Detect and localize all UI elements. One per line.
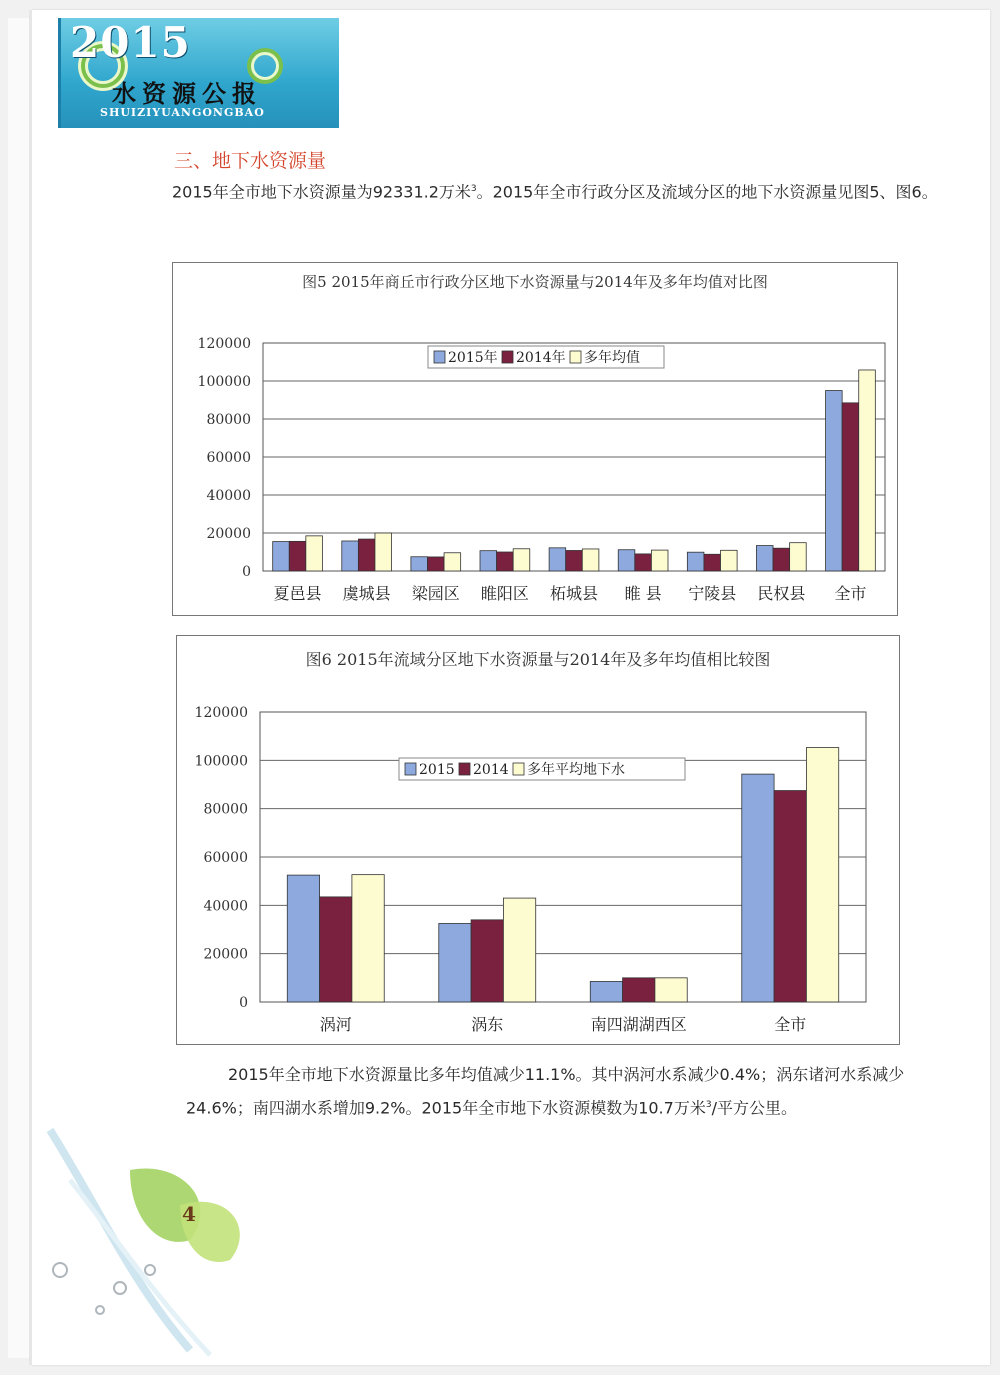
legend-swatch xyxy=(502,351,513,363)
x-category-label: 柘城县 xyxy=(549,584,599,603)
legend-label: 2014年 xyxy=(516,350,566,366)
bar-1-6 xyxy=(704,554,721,571)
x-category-label: 涡河 xyxy=(319,1015,352,1034)
legend-swatch xyxy=(570,351,581,363)
chart-title: 图6 2015年流域分区地下水资源量与2014年及多年均值相比较图 xyxy=(305,650,771,669)
bar-0-1 xyxy=(342,541,359,571)
bar-0-2 xyxy=(590,981,622,1002)
intro-paragraph xyxy=(130,174,960,207)
bar-1-8 xyxy=(842,403,859,571)
x-category-label: 梁园区 xyxy=(411,584,460,603)
intro-text-a: 2015年全市地下水资源量为92331.2万米 xyxy=(172,182,471,202)
bar-1-7 xyxy=(773,548,790,571)
chart-svg xyxy=(173,263,897,615)
header-title: 水资源公报 xyxy=(112,79,262,108)
bar-0-4 xyxy=(549,548,566,571)
section-title: 三、地下水资源量 xyxy=(174,150,327,172)
legend-label: 2015 xyxy=(419,762,455,778)
summary-text-a: 2015年全市地下水资源量比多年均值减少11.1%。其中涡河水系减少0.4%；涡东诸河水系减少24.6%；南四湖水系增加9.2%。2015年全市地下水资源模数为10.7万米 xyxy=(186,1065,905,1118)
summary-sup: 3 xyxy=(705,1100,712,1110)
bar-1-0 xyxy=(320,897,352,1002)
page-number: 4 xyxy=(182,1202,196,1226)
chart-title: 图5 2015年商丘市行政分区地下水资源量与2014年及多年均值对比图 xyxy=(302,273,768,291)
bar-2-1 xyxy=(503,898,535,1002)
y-tick-label: 120000 xyxy=(194,705,248,721)
x-category-label: 涡东 xyxy=(471,1015,504,1034)
y-tick-label: 40000 xyxy=(203,898,248,915)
bar-2-0 xyxy=(352,875,384,1002)
bar-1-4 xyxy=(566,550,583,571)
legend-swatch xyxy=(434,351,445,363)
x-category-label: 睢阳区 xyxy=(480,584,529,603)
y-tick-label: 80000 xyxy=(203,801,248,818)
y-tick-label: 0 xyxy=(239,995,248,1011)
bar-0-6 xyxy=(687,552,704,571)
bar-2-3 xyxy=(806,748,838,1002)
bar-2-0 xyxy=(306,536,323,571)
figure-6-chart xyxy=(176,635,900,1045)
leaf-water-decoration-icon xyxy=(40,1120,260,1360)
x-category-label: 南四湖湖西区 xyxy=(590,1015,687,1034)
bar-0-3 xyxy=(480,551,497,571)
legend-label: 2015年 xyxy=(448,350,498,366)
bar-1-3 xyxy=(774,791,806,1002)
legend-swatch xyxy=(459,763,470,775)
bar-1-2 xyxy=(427,557,444,571)
x-category-label: 全市 xyxy=(774,1015,807,1034)
bar-2-8 xyxy=(859,370,876,571)
summary-paragraph xyxy=(186,1060,926,1123)
x-category-label: 宁陵县 xyxy=(688,584,737,603)
y-tick-label: 100000 xyxy=(194,753,248,770)
y-tick-label: 60000 xyxy=(203,850,248,866)
legend-label: 多年平均地下水 xyxy=(527,762,625,778)
bar-2-5 xyxy=(651,550,668,571)
x-category-label: 虞城县 xyxy=(342,584,391,603)
intro-sup: 3 xyxy=(470,184,477,194)
bar-0-3 xyxy=(742,774,774,1002)
legend-label: 2014 xyxy=(473,762,509,778)
y-tick-label: 80000 xyxy=(206,412,251,428)
bar-2-3 xyxy=(513,549,530,571)
bar-1-2 xyxy=(623,978,655,1002)
bar-1-0 xyxy=(289,541,306,571)
intro-text-b: 。2015年全市行政分区及流域分区的地下水资源量见图5、图6。 xyxy=(476,182,938,202)
legend-swatch xyxy=(513,763,524,775)
chart-svg xyxy=(177,636,899,1044)
bar-1-1 xyxy=(471,920,503,1002)
legend-swatch xyxy=(405,763,416,775)
y-tick-label: 20000 xyxy=(206,526,251,542)
bar-0-2 xyxy=(411,557,428,571)
summary-text-b: /平方公里。 xyxy=(711,1098,797,1118)
bar-1-3 xyxy=(497,552,514,571)
y-tick-label: 20000 xyxy=(203,946,248,963)
bar-2-1 xyxy=(375,533,392,571)
bar-2-2 xyxy=(444,553,461,571)
header-subtitle: SHUIZIYUANGONGBAO xyxy=(100,106,265,119)
x-category-label: 民权县 xyxy=(757,584,806,603)
y-tick-label: 100000 xyxy=(197,374,251,390)
y-tick-label: 0 xyxy=(242,564,251,580)
x-category-label: 睢 县 xyxy=(624,584,662,603)
bar-0-5 xyxy=(618,550,635,571)
figure-5-chart xyxy=(172,262,898,616)
legend-label: 多年均值 xyxy=(584,350,640,366)
bar-2-2 xyxy=(655,978,687,1002)
bar-1-5 xyxy=(635,554,652,571)
bar-0-0 xyxy=(273,542,290,571)
bar-1-1 xyxy=(358,539,375,571)
bar-0-8 xyxy=(826,391,843,572)
paper-edge xyxy=(8,18,33,1358)
bar-0-1 xyxy=(439,923,471,1002)
y-tick-label: 40000 xyxy=(206,488,251,504)
bar-2-4 xyxy=(582,549,599,571)
bar-0-7 xyxy=(756,546,773,571)
bar-0-0 xyxy=(287,875,319,1002)
bar-2-7 xyxy=(790,543,807,571)
x-category-label: 夏邑县 xyxy=(273,584,322,603)
y-tick-label: 60000 xyxy=(206,450,251,466)
x-category-label: 全市 xyxy=(834,584,867,603)
bar-2-6 xyxy=(721,550,738,571)
y-tick-label: 120000 xyxy=(197,336,251,352)
header-year: 2015 xyxy=(70,18,191,67)
